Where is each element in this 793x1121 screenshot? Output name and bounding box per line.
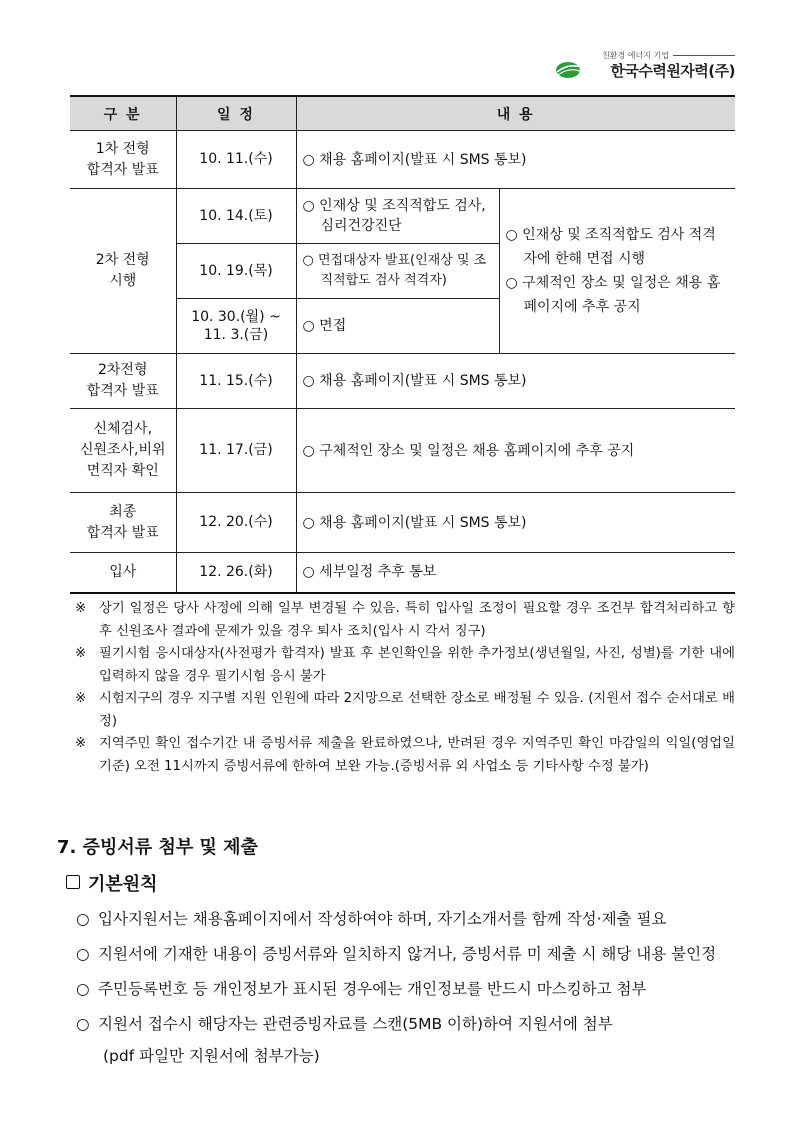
- row-content: [296, 189, 499, 244]
- item-note: (pdf 파일만 지원서에 첨부가능): [103, 1047, 320, 1065]
- header-schedule: 일 정: [176, 96, 296, 131]
- reference-mark-icon: ※: [75, 736, 87, 751]
- list-item: [76, 975, 736, 1010]
- item-text: 지원서 접수시 해당자는 관련증빙자료를 스캔(5MB 이하)하여 지원서에 첨부: [98, 1015, 613, 1033]
- principles-list: [76, 905, 736, 1045]
- row-date: 11. 15.(수): [176, 354, 296, 409]
- list-item: [76, 1010, 736, 1045]
- list-item: [76, 905, 736, 940]
- table-row: [70, 131, 735, 189]
- row-category: 입사: [70, 553, 176, 593]
- note-item: [75, 598, 735, 643]
- row-side-content: [499, 189, 735, 354]
- row-date: 10. 14.(토): [176, 189, 296, 244]
- row-content: ○ 채용 홈페이지(발표 시 SMS 통보): [296, 131, 735, 189]
- section-title: 7. 증빙서류 첨부 및 제출: [57, 837, 258, 858]
- row-content: ○ 구체적인 장소 및 일정은 채용 홈페이지에 추후 공지: [296, 409, 735, 493]
- row-content: ○ 채용 홈페이지(발표 시 SMS 통보): [296, 354, 735, 409]
- table-row: [70, 493, 735, 553]
- square-bullet-icon: [66, 875, 80, 889]
- item-text: 주민등록번호 등 개인정보가 표시된 경우에는 개인정보를 반드시 마스킹하고 첨부: [98, 980, 647, 998]
- reference-mark-icon: ※: [75, 691, 87, 706]
- row-category: 2차전형 합격자 발표: [70, 354, 176, 409]
- circle-bullet-icon: ○: [76, 910, 90, 928]
- circle-bullet-icon: ○: [76, 980, 90, 998]
- logo-tagline: 친환경 에너지 기업: [602, 50, 735, 61]
- leaf-logo-icon: [555, 61, 583, 79]
- row-category: 2차 전형 시행: [70, 189, 176, 354]
- circle-bullet-icon: ○: [76, 1015, 90, 1033]
- header-category: 구 분: [70, 96, 176, 131]
- note-item: [75, 688, 735, 733]
- header-content: 내 용: [296, 96, 735, 131]
- row-date: 12. 20.(수): [176, 493, 296, 553]
- row-date: 12. 26.(화): [176, 553, 296, 593]
- reference-mark-icon: ※: [75, 601, 87, 616]
- row-content: [296, 244, 499, 299]
- row-content: ○ 세부일정 추후 통보: [296, 553, 735, 593]
- side-note-2: ○ 구체적인 장소 및 일정은 채용 홈페이지에 추후 공지: [505, 275, 721, 315]
- table-row: [70, 409, 735, 493]
- list-item: [76, 940, 736, 975]
- row-category: 신체검사, 신원조사,비위 면직자 확인: [70, 409, 176, 493]
- table-row: [70, 354, 735, 409]
- row-content: ○ 채용 홈페이지(발표 시 SMS 통보): [296, 493, 735, 553]
- logo-company-name: 한국수력원자력(주): [610, 62, 735, 80]
- note-item: [75, 643, 735, 688]
- row-category: 1차 전형 합격자 발표: [70, 131, 176, 189]
- row-content-text: ○ 인재상 및 조직적합도 검사, 심리건강진단: [302, 198, 486, 234]
- schedule-table: [70, 95, 735, 594]
- subsection-label: 기본원칙: [88, 874, 158, 895]
- row-category: 최종 합격자 발표: [70, 493, 176, 553]
- row-date: 10. 11.(수): [176, 131, 296, 189]
- table-row: [70, 553, 735, 593]
- table-header-row: [70, 96, 735, 131]
- item-text: 입사지원서는 채용홈페이지에서 작성하여야 하며, 자기소개서를 함께 작성·제출 필요: [98, 910, 667, 928]
- row-content: ○ 면접: [296, 299, 499, 354]
- table-row: [70, 189, 735, 244]
- subsection-title: [66, 870, 158, 896]
- side-note-1: ○ 인재상 및 조직적합도 검사 적격자에 한해 면접 시행: [505, 227, 716, 267]
- item-text: 지원서에 기재한 내용이 증빙서류와 일치하지 않거나, 증빙서류 미 제출 시 해당 내용 불인정: [98, 945, 717, 963]
- reference-mark-icon: ※: [75, 646, 87, 661]
- note-text: 시험지구의 경우 지구별 지원 인원에 따라 2지망으로 선택한 장소로 배정될 수 있음. (지원서 접수 순서대로 배정): [99, 691, 735, 729]
- note-item: [75, 733, 735, 778]
- row-date: 10. 19.(목): [176, 244, 296, 299]
- row-date: 10. 30.(월) ~ 11. 3.(금): [176, 299, 296, 354]
- note-text: 필기시험 응시대상자(사전평가 합격자) 발표 후 본인확인을 위한 추가정보(생년월일, 사진, 성별)를 기한 내에 입력하지 않을 경우 필기시험 응시 불가: [99, 646, 735, 684]
- row-date: 11. 17.(금): [176, 409, 296, 493]
- row-content-text: ○ 면접대상자 발표(인재상 및 조직적합도 검사 적격자): [302, 253, 487, 288]
- circle-bullet-icon: ○: [76, 945, 90, 963]
- notes-list: [75, 598, 735, 778]
- note-text: 상기 일정은 당사 사정에 의해 일부 변경될 수 있음. 특히 입사일 조정이 필요할 경우 조건부 합격처리하고 향후 신원조사 결과에 문제가 있을 경우 퇴사 조치(입사 시 각서 징구): [99, 601, 735, 639]
- note-text: 지역주민 확인 접수기간 내 증빙서류 제출을 완료하였으나, 반려된 경우 지역주민 확인 마감일의 익일(영업일 기준) 오전 11시까지 증빙서류에 한하여 보완 가능.(증빙서류 외 사업소 등 기타사항 수정 불가): [99, 736, 735, 774]
- company-logo: [555, 50, 735, 82]
